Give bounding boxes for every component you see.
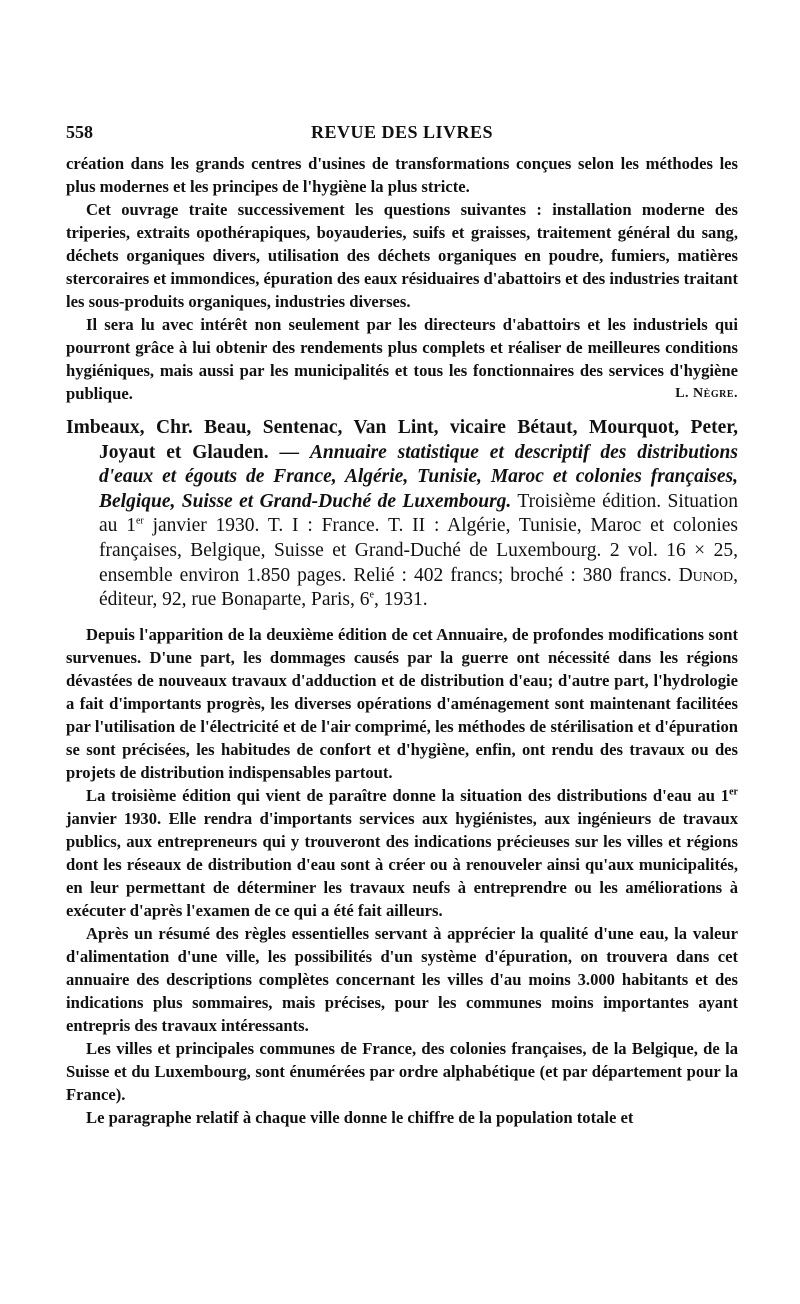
review2-paragraph-5: Le paragraphe relatif à chaque ville donne le chiffre de la population totale et xyxy=(86,1107,634,1127)
bibliographic-entry xyxy=(66,416,738,613)
entry-details-c: , éditeur, 92, rue Bonaparte, Paris, 6 xyxy=(99,564,738,611)
review1-paragraph-2: Cet ouvrage traite successivement les questions suivantes : installation moderne des triperies, extraits opothérapiques, boyauderies, suifs et graisses, traitement général du sang, déchets organiques divers, utilisation des déchets organiques en poudre, fumiers, matières stercoraires et immondices, épuration des eaux résiduaires d'abattoirs et des industries traitant les sous-produits organiques, industries diverses. xyxy=(66,200,738,311)
running-title: REVUE DES LIVRES xyxy=(310,122,494,142)
page-header xyxy=(66,122,738,152)
entry-dash: — xyxy=(268,441,310,463)
entry-details-d: , 1931. xyxy=(373,589,428,611)
review2-paragraph-2a: La troisième édition qui vient de paraître donne la situation des distributions d'eau au 1 xyxy=(86,785,730,805)
review2-paragraph-2b: janvier 1930. Elle rendra d'importants services aux hygiénistes, aux ingénieurs de travaux publics, aux entrepreneurs qui y trouveront des indications précieuses sur les villes et régions dont les réseaux de distribution d'eau sont à créer ou à renouveler ainsi qu'aux municipalités, en leur permettant de déterminer les travaux neufs à entreprendre ou les améliorations à exécuter d'après l'examen de ce qui a été fait ailleurs. xyxy=(66,808,738,920)
document-page xyxy=(66,122,738,1129)
entry-publisher: Dunod xyxy=(678,564,734,586)
entry-title: Annuaire statistique et descriptif des distributions d'eaux et égouts de France, Algérie, Tunisie, Maroc et colonies françaises, Belgique, Suisse et Grand-Duché de Luxembourg. xyxy=(99,441,738,512)
review1-paragraph-1: création dans les grands centres d'usines de transformations conçues selon les méthodes les plus modernes et les principes de l'hygiène la plus stricte. xyxy=(66,154,738,196)
entry-details-sup: er xyxy=(135,515,144,527)
reviewer-signature: L. Nègre. xyxy=(675,386,738,401)
entry-arrondissement-sup: e xyxy=(369,589,374,601)
entry-authors: Imbeaux, Chr. Beau, Sentenac, Van Lint, vicaire Bétaut, Mourquot, Peter, Joyaut et Glauden. xyxy=(66,417,738,463)
review2-paragraph-1: Depuis l'apparition de la deuxième édition de cet Annuaire, de profondes modifications sont survenues. D'une part, les dommages causés par la guerre ont nécessité dans les régions dévastées de nouveaux travaux d'adduction et de distribution d'eau; d'autre part, l'hydrologie a fait d'importants progrès, les diverses opérations d'aménagement sont maintenant facilitées par l'utilisation de l'électricité et de l'air comprimé, les méthodes de stérilisation et d'épuration se sont précisées, les habitudes de confort et d'hygiène, enfin, ont rendu des travaux ou des projets de distribution indispensables partout. xyxy=(66,624,738,782)
entry-details-b: janvier 1930. T. I : France. T. II : Algérie, Tunisie, Maroc et colonies françaises, Belgique, Suisse et Grand-Duché de Luxembourg. 2 vol. 16 × 25, ensemble environ 1.850 pages. Relié : 402 francs; broché : 380 francs. xyxy=(99,515,739,586)
review2-paragraph-3: Après un résumé des règles essentielles servant à apprécier la qualité d'une eau, la valeur d'alimentation d'une ville, les possibilités d'un système d'épuration, on trouvera dans cet annuaire des descriptions complètes concernant les villes d'au moins 3.000 habitants et des indications plus sommaires, mais précises, pour les communes moins importantes ayant entrepris des travaux intéressants. xyxy=(66,923,738,1035)
review2-paragraph-2 xyxy=(66,784,738,922)
review2-paragraph-2-sup: er xyxy=(729,786,738,798)
review1-paragraph-3 xyxy=(66,313,738,405)
page-number: 558 xyxy=(66,122,93,142)
review1-paragraph-3-text: Il sera lu avec intérêt non seulement par les directeurs d'abattoirs et les industriels qui pourront grâce à lui obtenir des rendements plus complets et réaliser de meilleures conditions hygiéniques, mais aussi par les municipalités et tous les fonctionnaires des services d'hygiène publique. xyxy=(66,315,738,403)
entry-details-a: Troisième édition. Situation au 1 xyxy=(99,490,738,537)
review2-paragraph-4: Les villes et principales communes de France, des colonies françaises, de la Belgique, de la Suisse et du Luxembourg, sont énumérées par ordre alphabétique (et par département pour la France). xyxy=(66,1038,738,1104)
